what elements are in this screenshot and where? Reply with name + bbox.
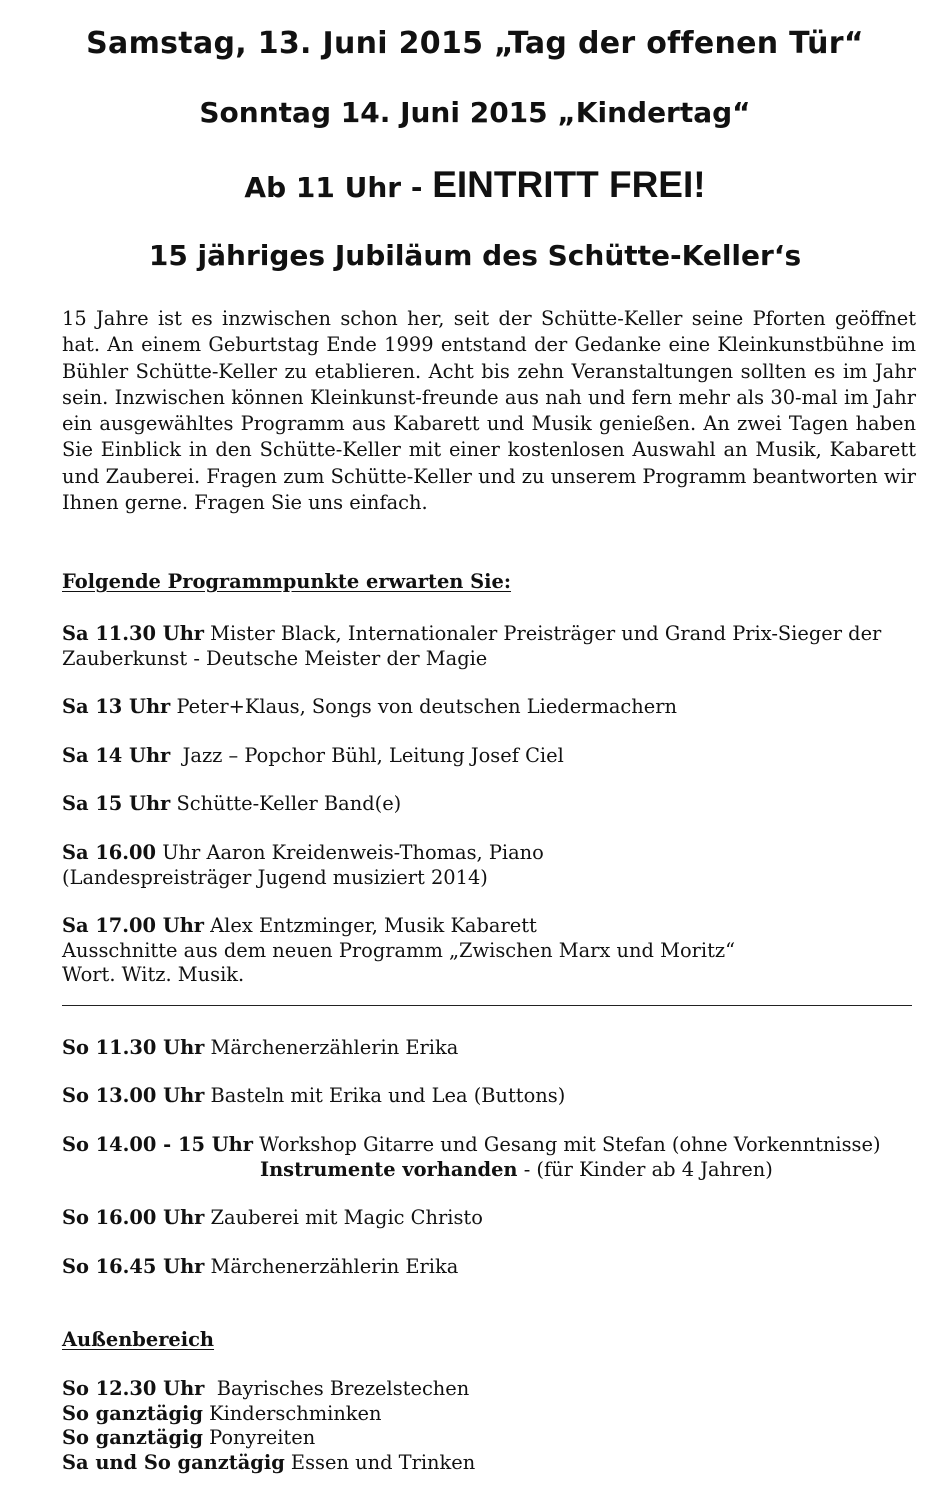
program-text: Schütte-Keller Band(e) <box>170 792 402 815</box>
program-time: So 12.30 Uhr <box>62 1377 205 1400</box>
program-note-bold: Instrumente vorhanden <box>260 1157 518 1181</box>
program-time: So 14.00 - 15 Uhr <box>62 1133 253 1156</box>
headline-saturday: Samstag, 13. Juni 2015 „Tag der offenen Tür“ <box>86 26 864 61</box>
program-text: Mister Black, Internationaler Preisträger und Grand Prix-Sieger der <box>204 622 882 645</box>
program-time: So 16.00 Uhr <box>62 1206 205 1229</box>
program-time: So ganztägig <box>62 1426 203 1449</box>
program-item-sa-15 <box>62 792 932 817</box>
program-heading: Folgende Programmpunkte erwarten Sie: <box>62 570 512 593</box>
program-text-line2: Ausschnitte aus dem neuen Programm „Zwischen Marx und Moritz“ <box>62 938 736 962</box>
program-item-sa-17 <box>62 914 932 988</box>
program-item-so-13 <box>62 1084 932 1109</box>
intro-paragraph: 15 Jahre ist es inzwischen schon her, seit der Schütte-Keller seine Pforten geöffnet hat. An einem Geburtstag Ende 1999 entstand der Gedanke eine Kleinkunstbühne im Bühler Schütte-Keller zu etablieren. Acht bis zehn Veranstaltungen sollten es im Jahr sein. Inzwischen können Kleinkunst-freunde aus nah und fern mehr als 30-mal im Jahr ein ausgewähltes Programm aus Kabarett und Musik genießen. An zwei Tagen haben Sie Einblick in den Schütte-Keller mit einer kostenlosen Auswahl an Musik, Kabarett und Zauberei. Fragen zum Schütte-Keller und zu unserem Programm beantworten wir Ihnen gerne. Fragen Sie uns einfach. <box>62 307 916 515</box>
program-item-sa-14 <box>62 744 932 769</box>
headline-admission <box>0 164 950 206</box>
program-time: So 13.00 Uhr <box>62 1084 205 1107</box>
outdoor-item <box>62 1451 932 1476</box>
program-time: Sa 13 Uhr <box>62 695 171 718</box>
program-time: So 16.45 Uhr <box>62 1255 205 1278</box>
program-text-line3: Wort. Witz. Musik. <box>62 963 245 986</box>
headline-anniversary: 15 jähriges Jubiläum des Schütte-Keller‘s <box>148 239 802 272</box>
program-text-line2: (Landespreisträger Jugend musiziert 2014) <box>62 865 488 889</box>
program-time: Sa und So ganztägig <box>62 1450 285 1474</box>
program-time: So ganztägig <box>62 1401 203 1425</box>
program-text: Basteln mit Erika und Lea (Buttons) <box>204 1084 566 1107</box>
outdoor-heading: Außenbereich <box>62 1328 215 1351</box>
program-text: Essen und Trinken <box>284 1450 476 1474</box>
program-text: Jazz – Popchor Bühl, Leitung Josef Ciel <box>170 744 564 767</box>
program-text: Alex Entzminger, Musik Kabarett <box>204 914 537 937</box>
program-text: Zauberei mit Magic Christo <box>204 1206 483 1229</box>
program-text: Kinderschminken <box>202 1401 382 1425</box>
program-time: Sa 14 Uhr <box>62 744 171 767</box>
headline-sunday: Sonntag 14. Juni 2015 „Kindertag“ <box>199 96 751 129</box>
program-time: Sa 15 Uhr <box>62 792 171 815</box>
admission-free: EINTRITT FREI! <box>432 164 706 205</box>
outdoor-list <box>62 1377 932 1475</box>
admission-time: Ab 11 Uhr - <box>244 171 433 204</box>
program-time: Sa 16.00 <box>62 841 157 864</box>
program-text: Peter+Klaus, Songs von deutschen Liedermachern <box>170 695 677 718</box>
program-text: Workshop Gitarre und Gesang mit Stefan (ohne Vorkenntnisse) <box>252 1133 881 1156</box>
program-text: Ponyreiten <box>202 1426 316 1449</box>
outdoor-item <box>62 1426 932 1451</box>
outdoor-item <box>62 1377 932 1402</box>
program-item-so-1130 <box>62 1036 932 1061</box>
program-note: - (für Kinder ab 4 Jahren) <box>517 1157 773 1181</box>
program-time: So 11.30 Uhr <box>62 1036 205 1059</box>
program-time: Sa 11.30 Uhr <box>62 622 205 645</box>
section-divider <box>62 1005 912 1006</box>
program-item-sa-1130 <box>62 622 932 671</box>
program-text: Märchenerzählerin Erika <box>204 1255 459 1278</box>
outdoor-item <box>62 1402 932 1427</box>
program-time: Sa 17.00 Uhr <box>62 914 205 937</box>
program-text: Bayrisches Brezelstechen <box>204 1377 470 1400</box>
program-text: Märchenerzählerin Erika <box>204 1036 459 1059</box>
program-item-so-14 <box>62 1133 932 1182</box>
program-item-so-1645 <box>62 1255 932 1280</box>
program-item-so-16 <box>62 1206 932 1231</box>
program-text: Uhr Aaron Kreidenweis-Thomas, Piano <box>156 841 544 864</box>
program-item-sa-16 <box>62 841 932 890</box>
program-item-sa-13 <box>62 695 932 720</box>
program-text-line2: Zauberkunst - Deutsche Meister der Magie <box>62 646 488 670</box>
